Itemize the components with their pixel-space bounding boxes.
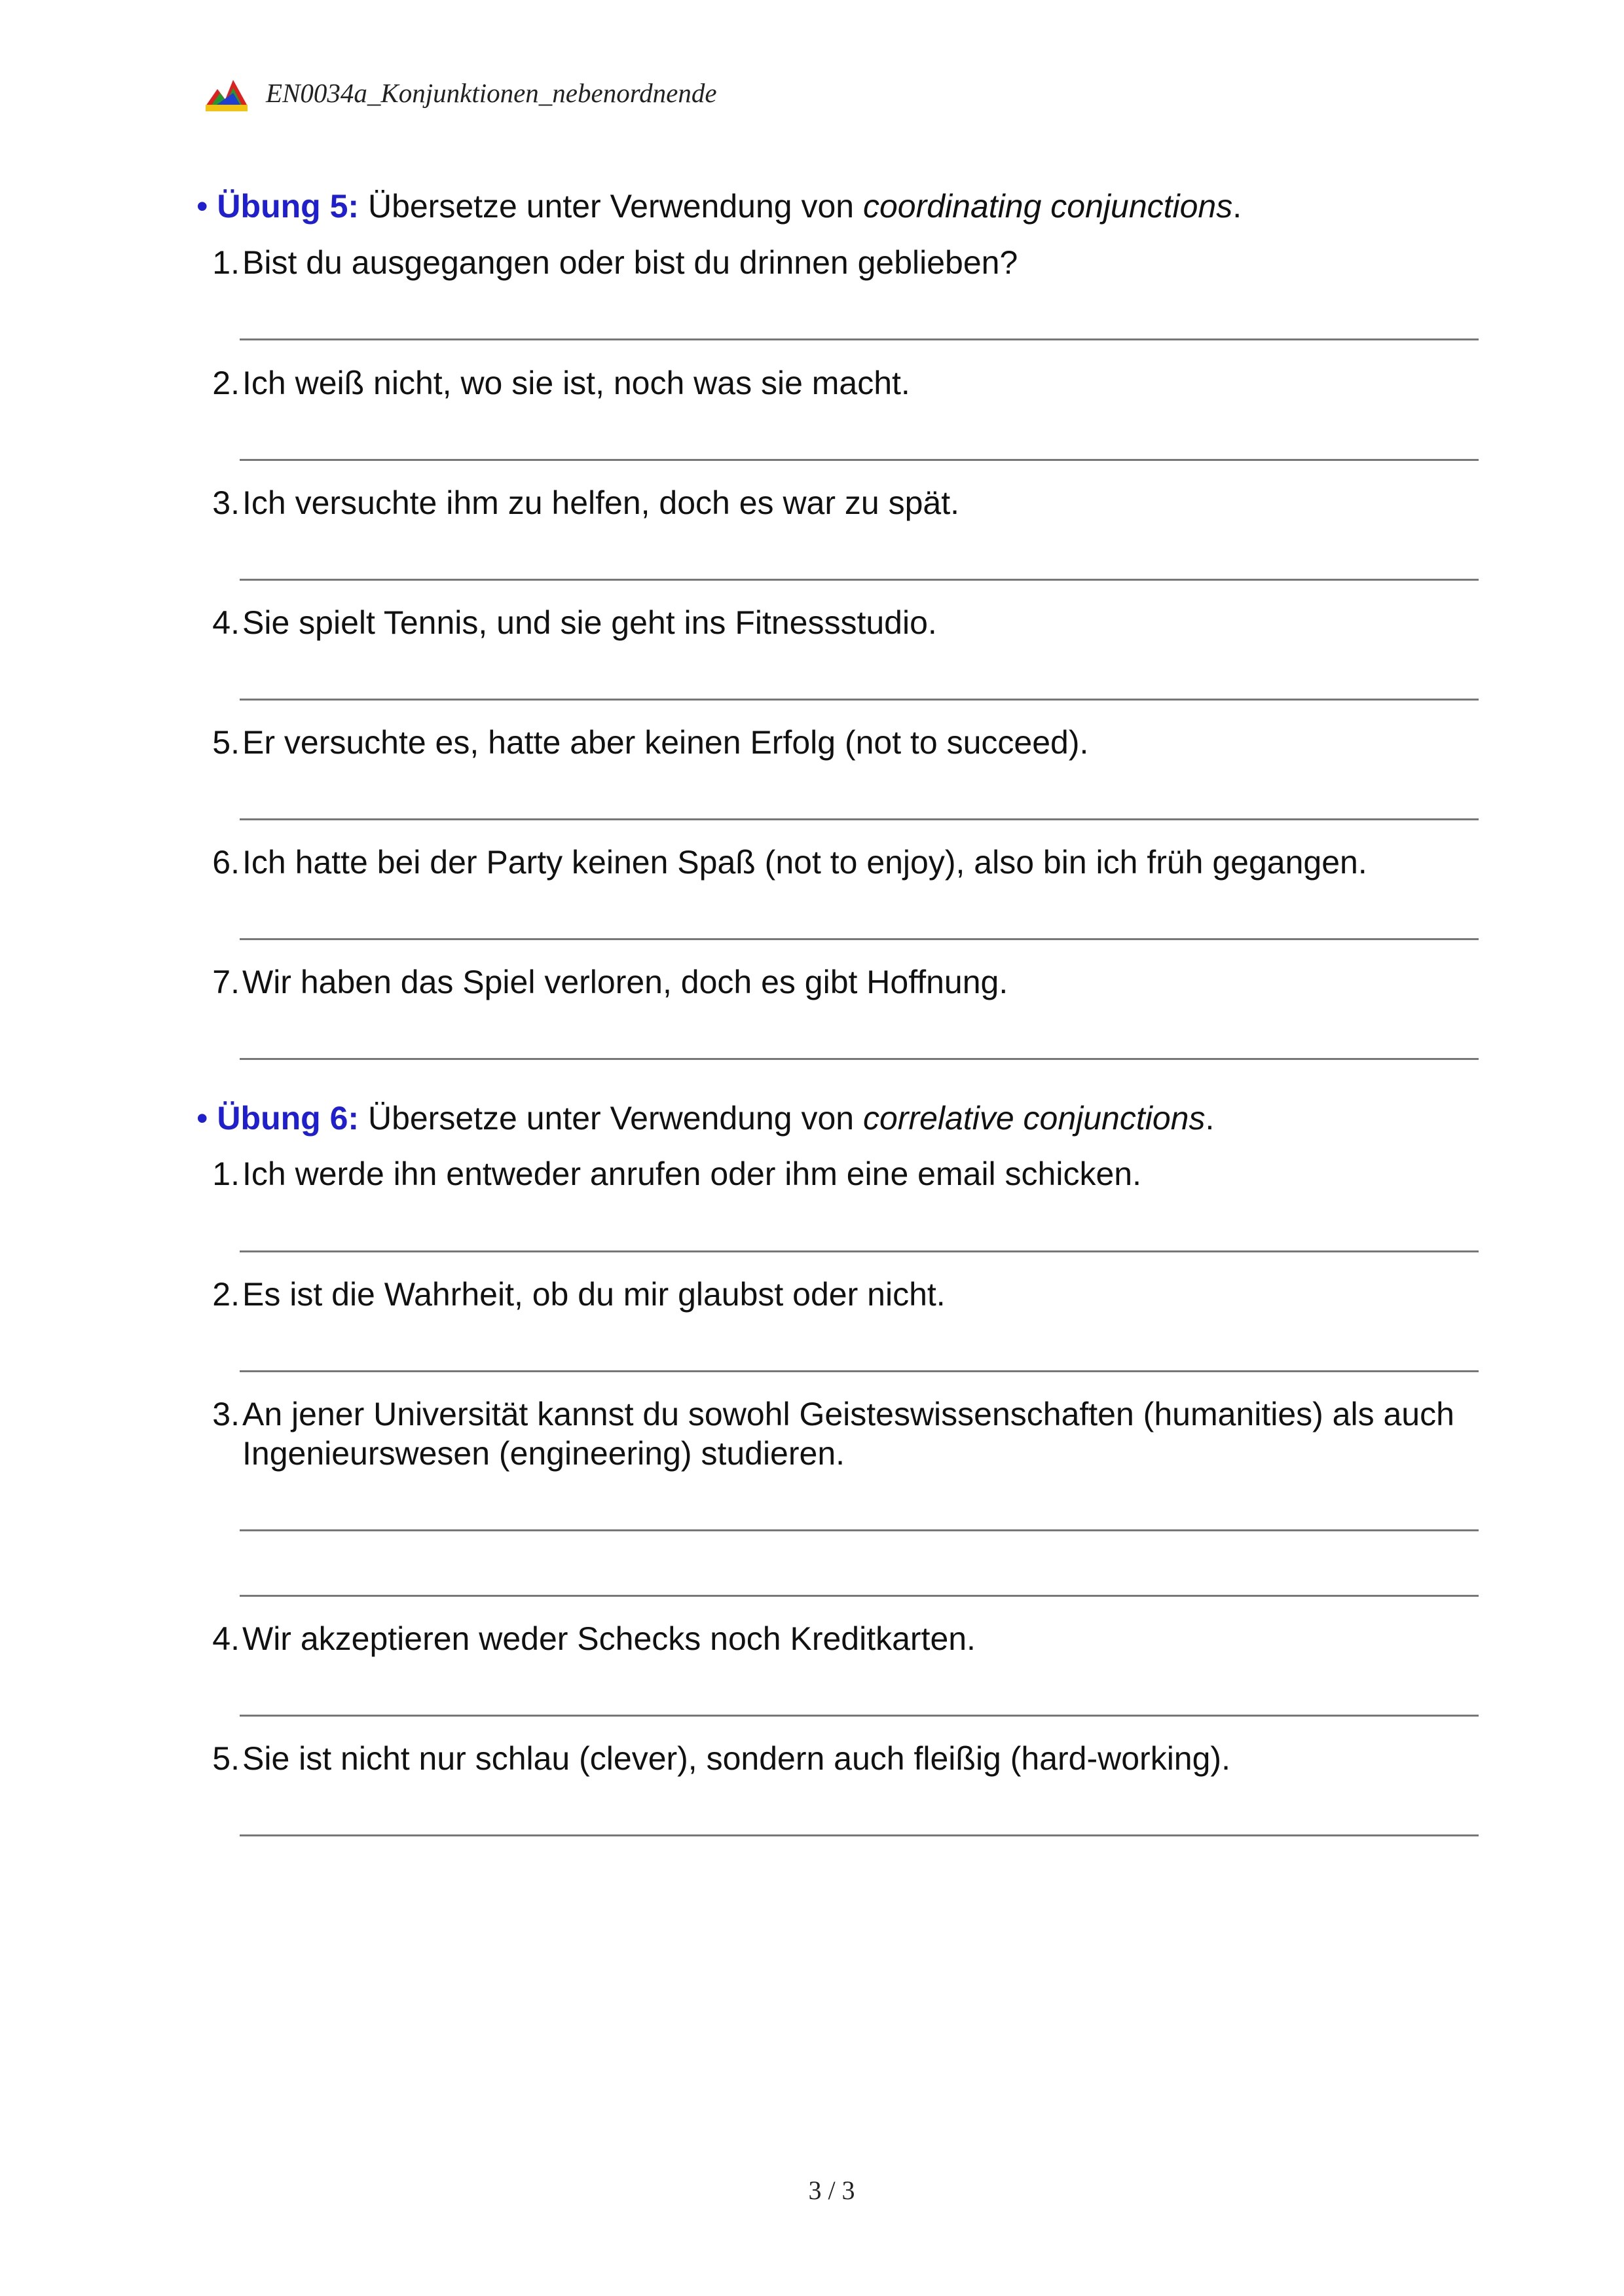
instruction-text: Übersetze unter Verwendung von (359, 188, 863, 225)
exercise-label: Übung 6: (217, 1100, 360, 1137)
instruction-term: coordinating conjunctions (862, 188, 1233, 225)
mountain-logo-icon (204, 76, 249, 113)
item-text: Bist du ausgegangen oder bist du drinnen geblieben? (242, 244, 1018, 281)
answer-line[interactable] (240, 1715, 1479, 1717)
answer-line[interactable] (240, 699, 1479, 701)
item-text: Ich versuchte ihm zu helfen, doch es war zu spät. (242, 484, 959, 521)
item-text: Wir haben das Spiel verloren, doch es gibt Hoffnung. (242, 964, 1008, 1000)
answer-line[interactable] (240, 1058, 1479, 1060)
answer-line[interactable] (240, 1370, 1479, 1372)
item-number: 1. (212, 1156, 240, 1192)
item-number: 4. (212, 604, 240, 641)
item-number: 2. (212, 1276, 240, 1313)
item-text: Sie ist nicht nur schlau (clever), sondern auch fleißig (hard-working). (242, 1740, 1230, 1777)
answer-line[interactable] (240, 459, 1479, 461)
exercise-6-heading: • Übung 6: Übersetze unter Verwendung von correlative conjunctions. (196, 1100, 1215, 1137)
item-text: Ich werde ihn entweder anrufen oder ihm eine email schicken. (242, 1156, 1141, 1192)
item-text: An jener Universität kannst du sowohl Geisteswissenschaften (humanities) als auch Ingenieurswesen (engineering) studieren. (242, 1396, 1454, 1472)
answer-line[interactable] (240, 938, 1479, 940)
answer-line[interactable] (240, 1834, 1479, 1836)
item-number: 4. (212, 1620, 240, 1657)
answer-line[interactable] (240, 818, 1479, 820)
item-number: 1. (212, 244, 240, 281)
item-text: Er versuchte es, hatte aber keinen Erfolg (not to succeed). (242, 724, 1089, 761)
item-number: 6. (212, 844, 240, 881)
exercise-label: Übung 5: (217, 188, 360, 225)
item-text: Es ist die Wahrheit, ob du mir glaubst oder nicht. (242, 1276, 946, 1313)
item-text: Sie spielt Tennis, und sie geht ins Fitnessstudio. (242, 604, 937, 641)
answer-line[interactable] (240, 338, 1479, 340)
bullet: • (196, 188, 208, 225)
answer-line[interactable] (240, 1250, 1479, 1252)
page-number: 3 / 3 (808, 2176, 855, 2205)
instruction-text: Übersetze unter Verwendung von (359, 1100, 863, 1137)
item-number: 2. (212, 365, 240, 401)
item-number: 7. (212, 964, 240, 1000)
exercise-5-heading: • Übung 5: Übersetze unter Verwendung von coordinating conjunctions. (196, 188, 1242, 225)
item-number: 3. (212, 1396, 240, 1432)
item-number: 5. (212, 724, 240, 761)
item-text: Ich hatte bei der Party keinen Spaß (not to enjoy), also bin ich früh gegangen. (242, 844, 1367, 881)
document-id: EN0034a_Konjunktionen_nebenordnende (266, 78, 717, 108)
answer-line[interactable] (240, 579, 1479, 581)
item-text: Wir akzeptieren weder Schecks noch Kreditkarten. (242, 1620, 976, 1657)
instruction-term: correlative conjunctions (862, 1100, 1206, 1137)
item-text: Ich weiß nicht, wo sie ist, noch was sie macht. (242, 365, 910, 401)
answer-line[interactable] (240, 1595, 1479, 1597)
item-number: 5. (212, 1740, 240, 1777)
answer-line[interactable] (240, 1529, 1479, 1531)
item-number: 3. (212, 484, 240, 521)
bullet: • (196, 1100, 208, 1137)
